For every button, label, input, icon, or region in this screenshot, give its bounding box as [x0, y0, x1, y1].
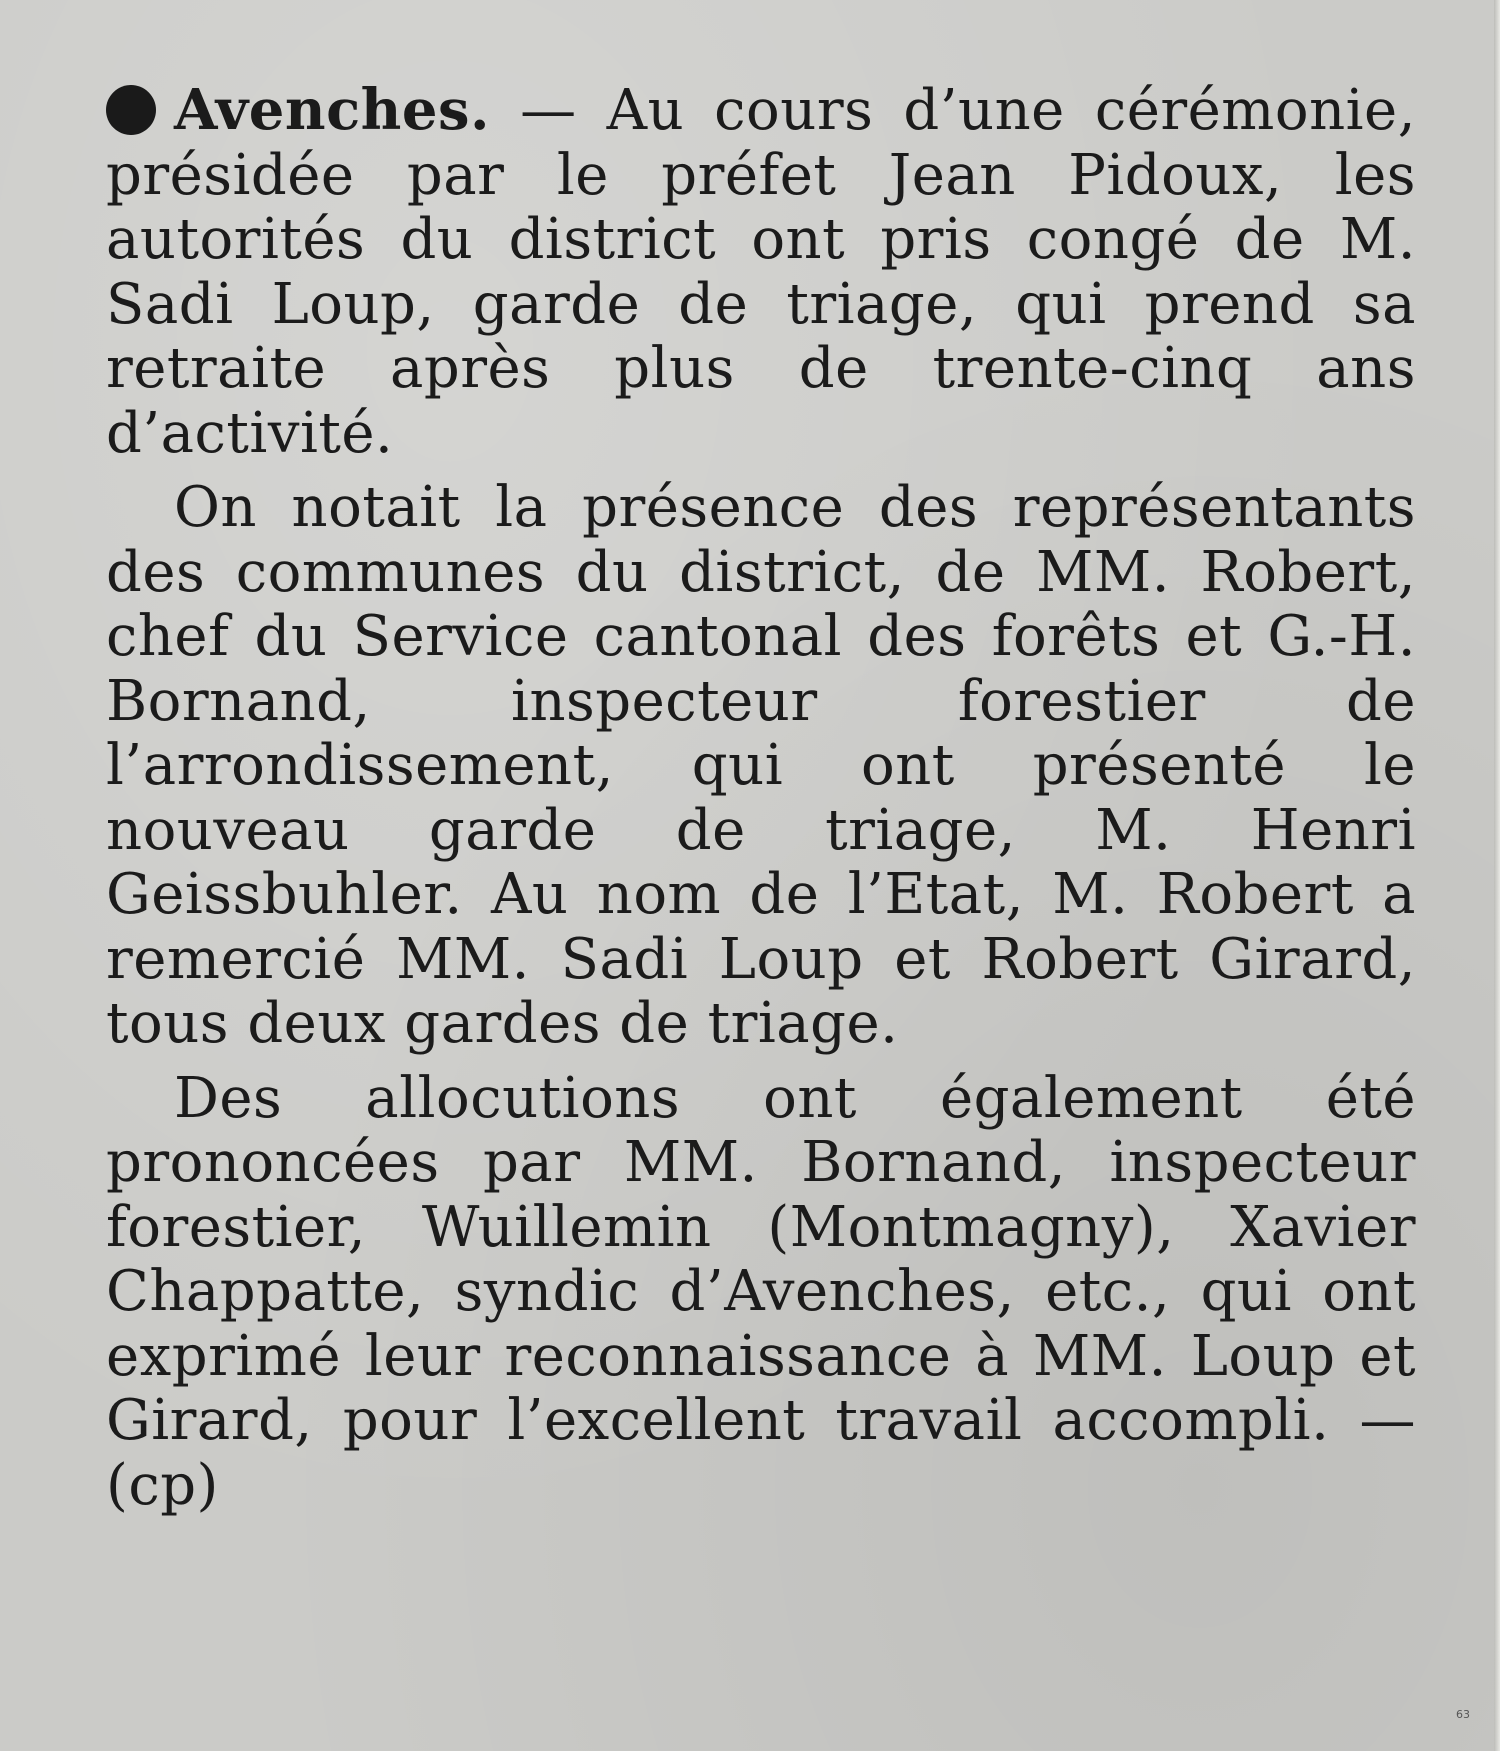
lead-text: — Au cours d’une cérémonie, présidée par le préfet Jean Pidoux, les autorités du district ont pris congé de M. Sadi Loup, garde de triage, qui prend sa retraite après plus de trente-cinq ans d’activité. [106, 78, 1416, 466]
bullet-icon [106, 85, 156, 135]
paragraph-2: On notait la présence des représentants des communes du district, de MM. Robert, chef du Service cantonal des forêts et G.-H. Bornand, inspecteur forestier de l’arrondissement, qui ont présenté le nouveau garde de triage, M. Henri Geissbuhler. Au nom de l’Etat, M. Robert a remercié MM. Sadi Loup et Robert Girard, tous deux gardes de triage. [106, 475, 1416, 1056]
dateline-place: Avenches. [174, 77, 491, 143]
page-mark: 63 [1456, 1708, 1470, 1721]
paragraph-3: Des allocutions ont également été prononcées par MM. Bornand, inspecteur forestier, Wuillemin (Montmagny), Xavier Chappatte, syndic d’Avenches, etc., qui ont exprimé leur reconnaissance à MM. Loup et Girard, pour l’excellent travail accompli. — (cp) [106, 1065, 1416, 1518]
paper-edge [1494, 0, 1500, 1751]
paragraph-1 [106, 78, 1416, 466]
article-body [106, 78, 1416, 1518]
